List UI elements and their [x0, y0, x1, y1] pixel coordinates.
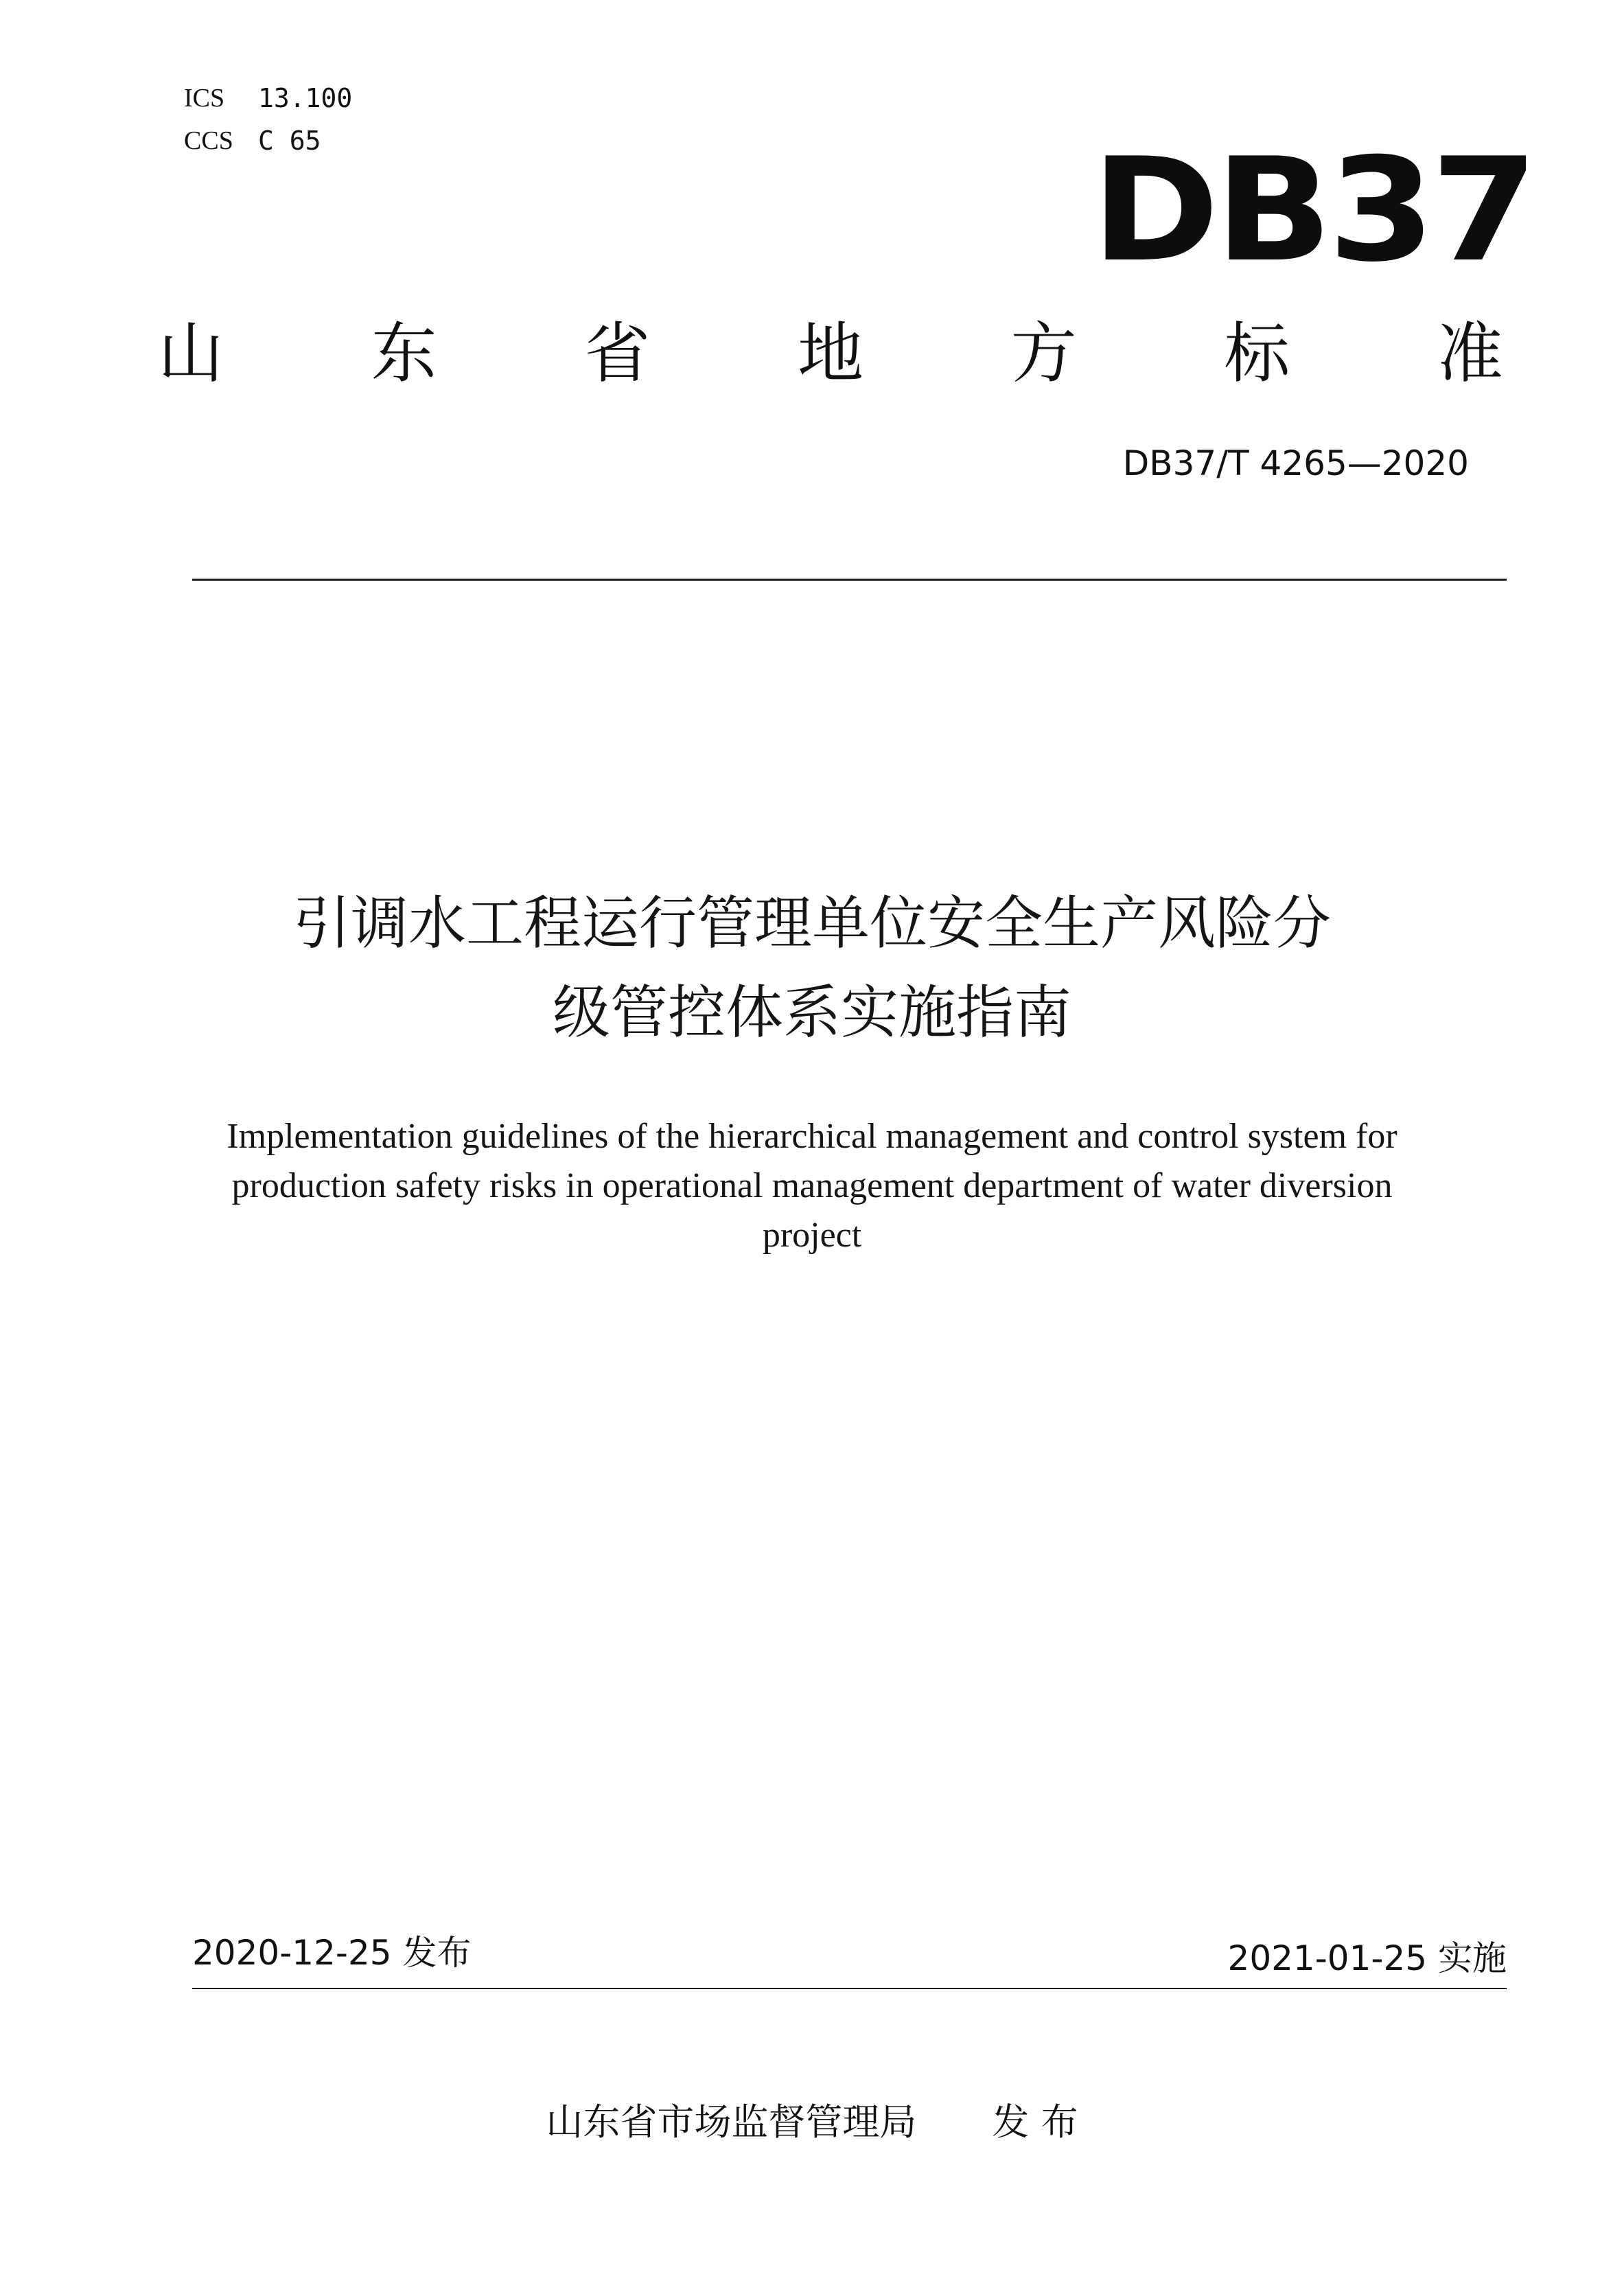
top-divider	[192, 579, 1507, 581]
ics-label: ICS	[184, 84, 225, 113]
chinese-title-line-2: 级管控体系实施指南	[552, 979, 1071, 1046]
standard-type-char: 山	[158, 315, 224, 392]
issuer-line	[0, 2095, 1624, 2150]
classification-codes	[184, 77, 352, 162]
chinese-title	[137, 879, 1487, 1057]
chinese-title-line-1: 引调水工程运行管理单位安全生产风险分	[292, 890, 1331, 957]
ccs-code: C 65	[258, 126, 321, 156]
ccs-label: CCS	[184, 126, 233, 155]
standard-type-char: 地	[797, 315, 863, 392]
ccs-row	[184, 119, 352, 162]
bottom-divider	[192, 1988, 1507, 1989]
english-title-line-1: Implementation guidelines of the hierarchical management and control system for	[227, 1117, 1397, 1156]
issuer-name: 山东省市场监督管理局	[546, 2100, 917, 2144]
implement-date: 2021-01-25 实施	[1227, 1938, 1507, 1978]
db37-logo: DB37	[1091, 128, 1534, 294]
issuer-action: 发 布	[992, 2100, 1078, 2144]
english-title-line-2: production safety risks in operational management department of water diversion	[231, 1166, 1393, 1205]
english-title-line-3: project	[762, 1216, 862, 1255]
standard-number: DB37/T 4265—2020	[1122, 443, 1469, 483]
standard-type-char: 东	[371, 315, 437, 392]
publish-date: 2020-12-25 发布	[192, 1933, 472, 1973]
standard-type-heading	[158, 312, 1503, 395]
standard-type-char: 标	[1224, 315, 1290, 392]
english-title	[194, 1112, 1430, 1260]
standard-type-char: 省	[584, 315, 651, 392]
standard-type-char: 准	[1437, 315, 1503, 392]
standard-type-char: 方	[1010, 315, 1077, 392]
ics-row	[184, 77, 352, 119]
ics-code: 13.100	[258, 83, 353, 113]
